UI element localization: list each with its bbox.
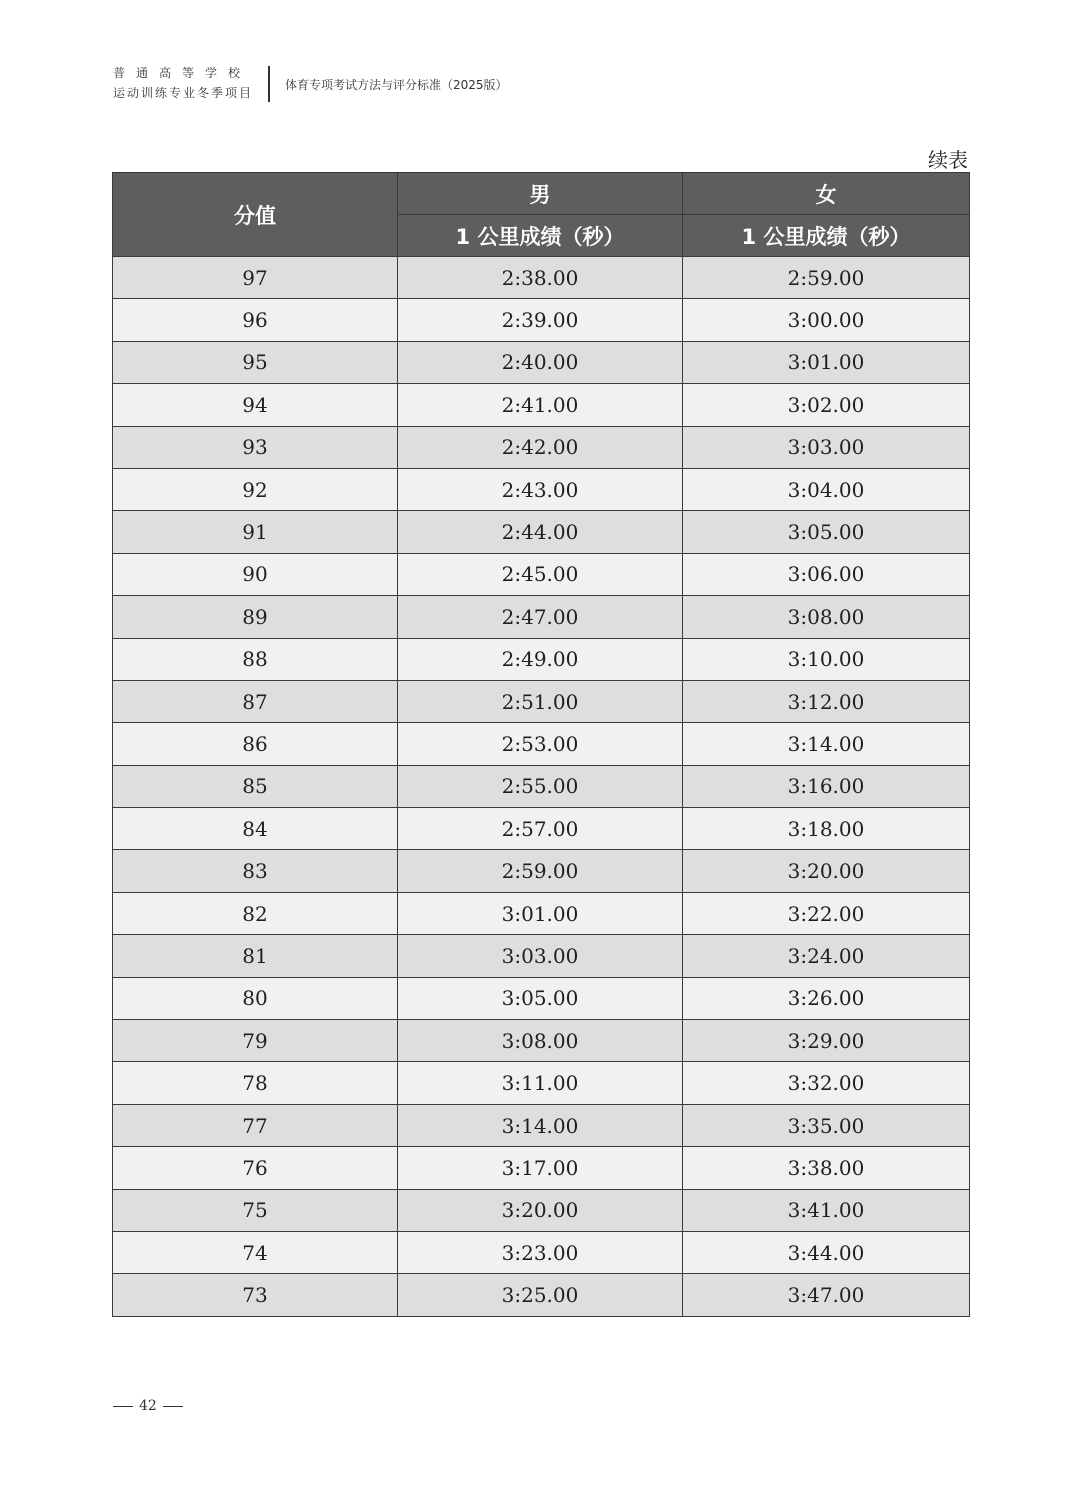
female-cell: 3:18.00 <box>683 808 970 850</box>
male-cell: 2:38.00 <box>398 257 683 299</box>
male-column-header: 男 <box>398 173 683 215</box>
female-cell: 3:02.00 <box>683 384 970 426</box>
table-row <box>113 765 970 807</box>
male-cell: 2:42.00 <box>398 426 683 468</box>
female-column-header: 女 <box>683 173 970 215</box>
male-cell: 3:17.00 <box>398 1147 683 1189</box>
female-cell: 3:26.00 <box>683 977 970 1019</box>
score-cell: 86 <box>113 723 398 765</box>
header-title: 体育专项考试方法与评分标准（2025版） <box>285 78 508 92</box>
female-cell: 3:38.00 <box>683 1147 970 1189</box>
score-cell: 94 <box>113 384 398 426</box>
male-cell: 2:44.00 <box>398 511 683 553</box>
female-cell: 3:00.00 <box>683 299 970 341</box>
female-cell: 3:06.00 <box>683 553 970 595</box>
table-row <box>113 468 970 510</box>
female-cell: 3:44.00 <box>683 1231 970 1273</box>
score-cell: 95 <box>113 341 398 383</box>
female-subheader: 1 公里成绩（秒） <box>683 215 970 257</box>
score-cell: 83 <box>113 850 398 892</box>
female-cell: 3:47.00 <box>683 1274 970 1316</box>
female-cell: 3:16.00 <box>683 765 970 807</box>
page-number: 42 <box>139 1398 157 1414</box>
table-row <box>113 1147 970 1189</box>
score-cell: 82 <box>113 892 398 934</box>
score-cell: 85 <box>113 765 398 807</box>
male-cell: 2:47.00 <box>398 596 683 638</box>
table-row <box>113 723 970 765</box>
header-school: 普通高等学校 <box>113 66 252 80</box>
table-row <box>113 1274 970 1316</box>
running-header <box>113 64 533 104</box>
table-row <box>113 341 970 383</box>
table-row <box>113 299 970 341</box>
male-cell: 2:41.00 <box>398 384 683 426</box>
male-cell: 2:49.00 <box>398 638 683 680</box>
table-row <box>113 638 970 680</box>
footer-dash-right <box>163 1406 183 1407</box>
table-row <box>113 596 970 638</box>
table-row <box>113 1062 970 1104</box>
score-cell: 89 <box>113 596 398 638</box>
table-row <box>113 511 970 553</box>
score-cell: 77 <box>113 1104 398 1146</box>
female-cell: 3:14.00 <box>683 723 970 765</box>
male-cell: 3:05.00 <box>398 977 683 1019</box>
page-footer <box>113 1398 183 1414</box>
table-row <box>113 257 970 299</box>
score-cell: 97 <box>113 257 398 299</box>
female-cell: 3:08.00 <box>683 596 970 638</box>
header-program: 运动训练专业冬季项目 <box>113 86 254 100</box>
table-row <box>113 850 970 892</box>
score-cell: 80 <box>113 977 398 1019</box>
male-cell: 3:11.00 <box>398 1062 683 1104</box>
table-row <box>113 1231 970 1273</box>
table-row <box>113 808 970 850</box>
score-cell: 73 <box>113 1274 398 1316</box>
table-row <box>113 977 970 1019</box>
male-cell: 3:14.00 <box>398 1104 683 1146</box>
table-row <box>113 384 970 426</box>
footer-dash-left <box>113 1406 133 1407</box>
score-cell: 76 <box>113 1147 398 1189</box>
score-table-body <box>113 257 970 1317</box>
male-cell: 3:25.00 <box>398 1274 683 1316</box>
male-cell: 2:57.00 <box>398 808 683 850</box>
score-cell: 96 <box>113 299 398 341</box>
female-cell: 3:04.00 <box>683 468 970 510</box>
score-cell: 92 <box>113 468 398 510</box>
female-cell: 3:41.00 <box>683 1189 970 1231</box>
table-row <box>113 892 970 934</box>
male-cell: 2:40.00 <box>398 341 683 383</box>
score-cell: 75 <box>113 1189 398 1231</box>
male-cell: 3:01.00 <box>398 892 683 934</box>
score-cell: 84 <box>113 808 398 850</box>
female-cell: 3:10.00 <box>683 638 970 680</box>
female-cell: 3:24.00 <box>683 935 970 977</box>
table-row <box>113 1020 970 1062</box>
female-cell: 3:01.00 <box>683 341 970 383</box>
score-cell: 81 <box>113 935 398 977</box>
male-cell: 3:20.00 <box>398 1189 683 1231</box>
female-cell: 3:05.00 <box>683 511 970 553</box>
table-row <box>113 553 970 595</box>
score-cell: 90 <box>113 553 398 595</box>
male-cell: 3:08.00 <box>398 1020 683 1062</box>
male-cell: 2:59.00 <box>398 850 683 892</box>
score-column-header: 分值 <box>113 173 398 257</box>
score-cell: 79 <box>113 1020 398 1062</box>
table-row <box>113 1104 970 1146</box>
score-table-header <box>113 173 970 257</box>
header-divider <box>268 66 270 102</box>
female-cell: 3:35.00 <box>683 1104 970 1146</box>
male-subheader: 1 公里成绩（秒） <box>398 215 683 257</box>
score-cell: 91 <box>113 511 398 553</box>
male-cell: 2:55.00 <box>398 765 683 807</box>
continued-label: 续表 <box>928 148 968 172</box>
male-cell: 3:23.00 <box>398 1231 683 1273</box>
female-cell: 2:59.00 <box>683 257 970 299</box>
male-cell: 2:53.00 <box>398 723 683 765</box>
female-cell: 3:22.00 <box>683 892 970 934</box>
table-row <box>113 426 970 468</box>
header-left-block <box>113 64 261 102</box>
score-cell: 87 <box>113 680 398 722</box>
female-cell: 3:29.00 <box>683 1020 970 1062</box>
score-cell: 74 <box>113 1231 398 1273</box>
table-row <box>113 1189 970 1231</box>
score-cell: 93 <box>113 426 398 468</box>
female-cell: 3:20.00 <box>683 850 970 892</box>
female-cell: 3:32.00 <box>683 1062 970 1104</box>
score-cell: 88 <box>113 638 398 680</box>
score-cell: 78 <box>113 1062 398 1104</box>
male-cell: 2:45.00 <box>398 553 683 595</box>
male-cell: 3:03.00 <box>398 935 683 977</box>
table-row <box>113 680 970 722</box>
table-row <box>113 935 970 977</box>
male-cell: 2:39.00 <box>398 299 683 341</box>
female-cell: 3:12.00 <box>683 680 970 722</box>
male-cell: 2:51.00 <box>398 680 683 722</box>
female-cell: 3:03.00 <box>683 426 970 468</box>
male-cell: 2:43.00 <box>398 468 683 510</box>
score-table <box>112 172 970 1317</box>
